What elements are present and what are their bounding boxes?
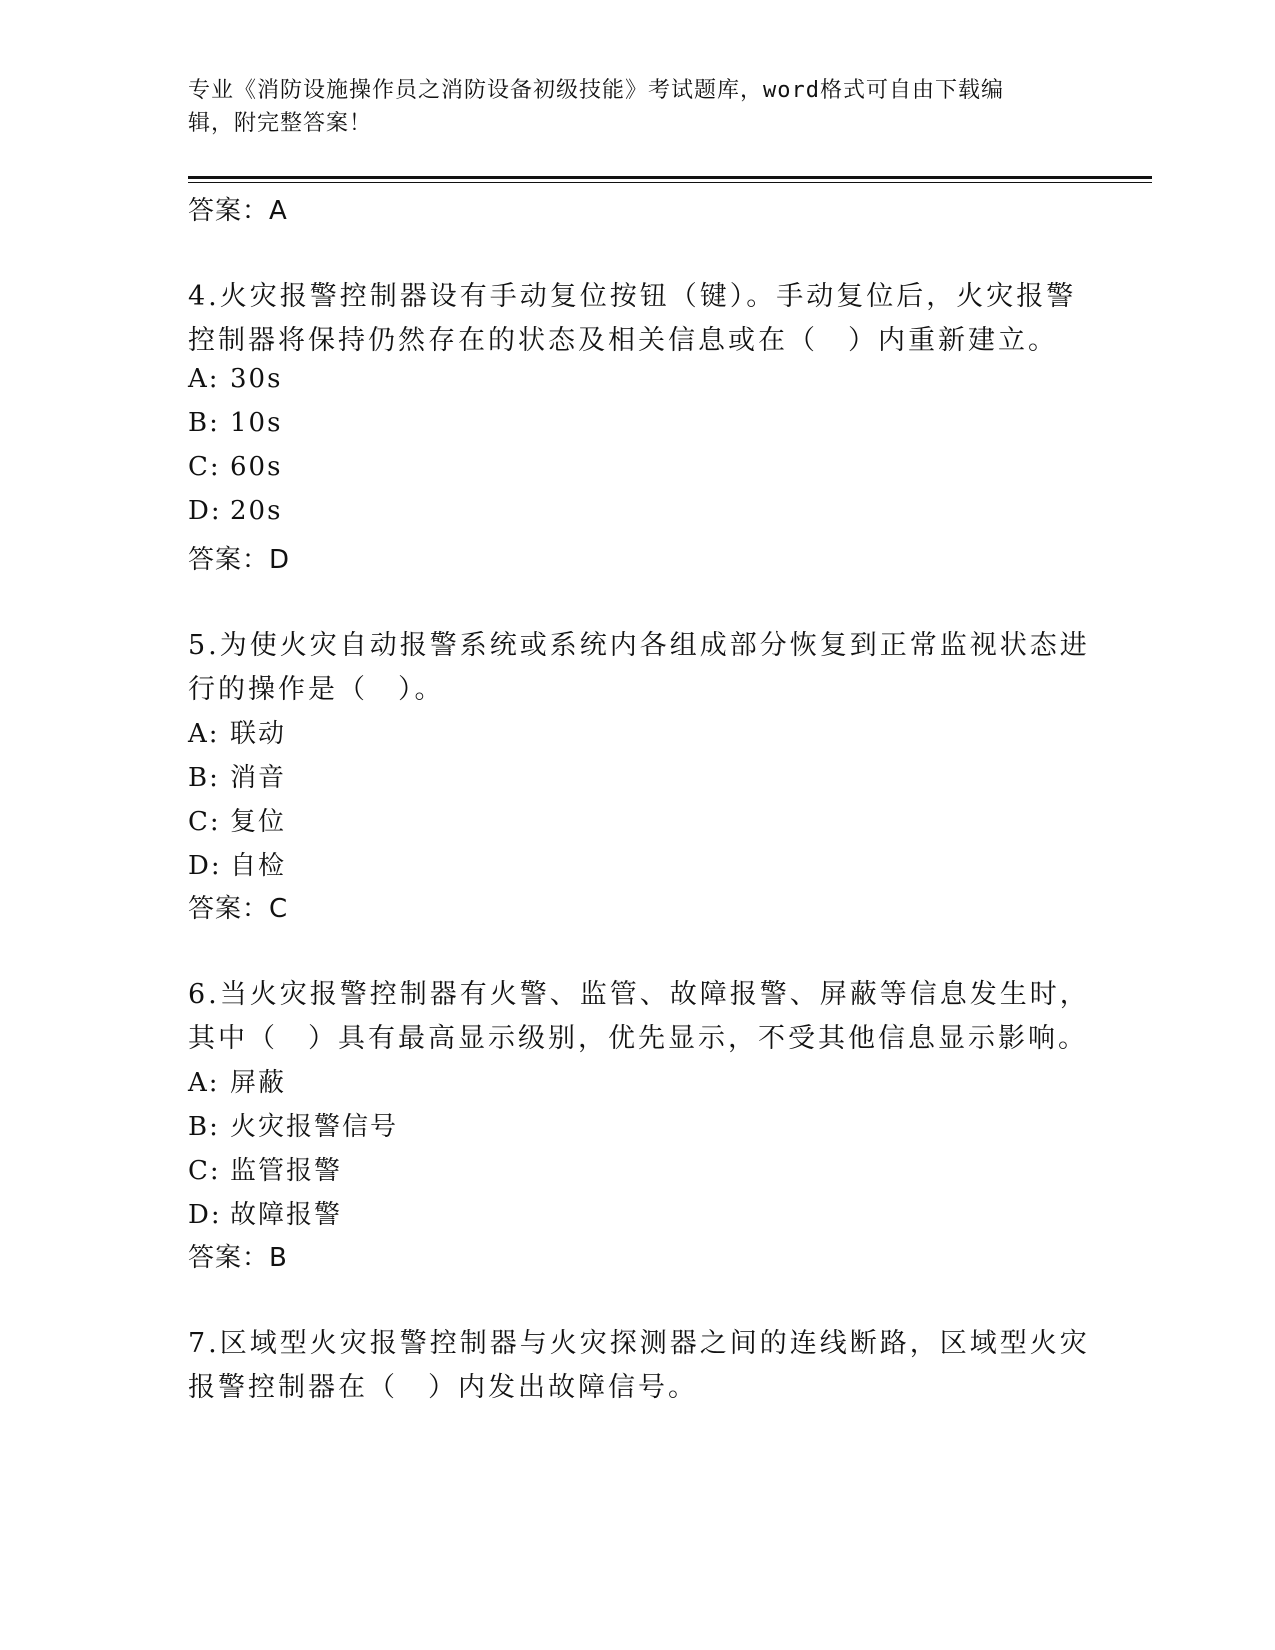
option-key: C:: [188, 807, 221, 837]
option-key: B:: [188, 763, 220, 793]
option-key: D:: [188, 1200, 222, 1230]
option-c: [188, 801, 286, 838]
option-text: 故障报警: [230, 1200, 343, 1230]
question-stem-line-1: 5.为使火灾自动报警系统或系统内各组成部分恢复到正常监视状态进: [188, 630, 1090, 661]
question-stem-line-2: 控制器将保持仍然存在的状态及相关信息或在（ ）内重新建立。: [188, 325, 1058, 356]
option-text: 屏蔽: [230, 1068, 287, 1098]
option-key: A:: [188, 719, 220, 749]
option-text: 火灾报警信号: [230, 1112, 399, 1142]
question-stem-line-2: 其中（ ）具有最高显示级别，优先显示，不受其他信息显示影响。: [188, 1023, 1088, 1054]
option-a: [188, 364, 282, 394]
option-text: 60s: [230, 452, 283, 482]
option-text: 联动: [230, 719, 287, 749]
option-a: [188, 1062, 286, 1099]
option-key: A:: [188, 1068, 220, 1098]
question-stem-line-1: 7.区域型火灾报警控制器与火灾探测器之间的连线断路，区域型火灾: [188, 1328, 1090, 1359]
document-header: [188, 74, 1068, 140]
option-d: [188, 845, 286, 882]
answer-label: 答案：A: [188, 196, 288, 226]
option-text: 30s: [230, 364, 283, 394]
option-b: [188, 1106, 398, 1143]
option-key: B:: [188, 1112, 220, 1142]
option-a: [188, 713, 286, 750]
option-text: 10s: [230, 408, 283, 438]
option-b: [188, 408, 282, 438]
option-c: [188, 452, 282, 482]
header-line-2: 辑，附完整答案！: [188, 111, 373, 136]
question-stem-line-1: 6.当火灾报警控制器有火警、监管、故障报警、屏蔽等信息发生时，: [188, 979, 1090, 1010]
header-divider-thin: [188, 182, 1152, 183]
answer-label: 答案：B: [188, 1243, 288, 1273]
option-text: 监管报警: [230, 1156, 343, 1186]
option-c: [188, 1150, 342, 1187]
option-key: C:: [188, 1156, 221, 1186]
header-line-1: 专业《消防设施操作员之消防设备初级技能》考试题库，word格式可自由下载编: [188, 78, 1004, 103]
option-key: C:: [188, 452, 221, 482]
option-text: 20s: [230, 496, 283, 526]
option-d: [188, 496, 282, 526]
header-divider-thick: [188, 176, 1152, 179]
option-key: D:: [188, 851, 222, 881]
option-b: [188, 757, 286, 794]
option-key: B:: [188, 408, 220, 438]
option-text: 复位: [230, 807, 287, 837]
option-text: 消音: [230, 763, 287, 793]
question-stem-line-1: 4.火灾报警控制器设有手动复位按钮（键）。手动复位后，火灾报警: [188, 281, 1077, 312]
option-text: 自检: [230, 851, 287, 881]
question-stem-line-2: 报警控制器在（ ）内发出故障信号。: [188, 1372, 698, 1403]
answer-label: 答案：D: [188, 545, 291, 575]
answer-label: 答案：C: [188, 894, 289, 924]
question-stem-line-2: 行的操作是（ ）。: [188, 674, 445, 705]
option-key: A:: [188, 364, 220, 394]
option-d: [188, 1194, 342, 1231]
option-key: D:: [188, 496, 222, 526]
